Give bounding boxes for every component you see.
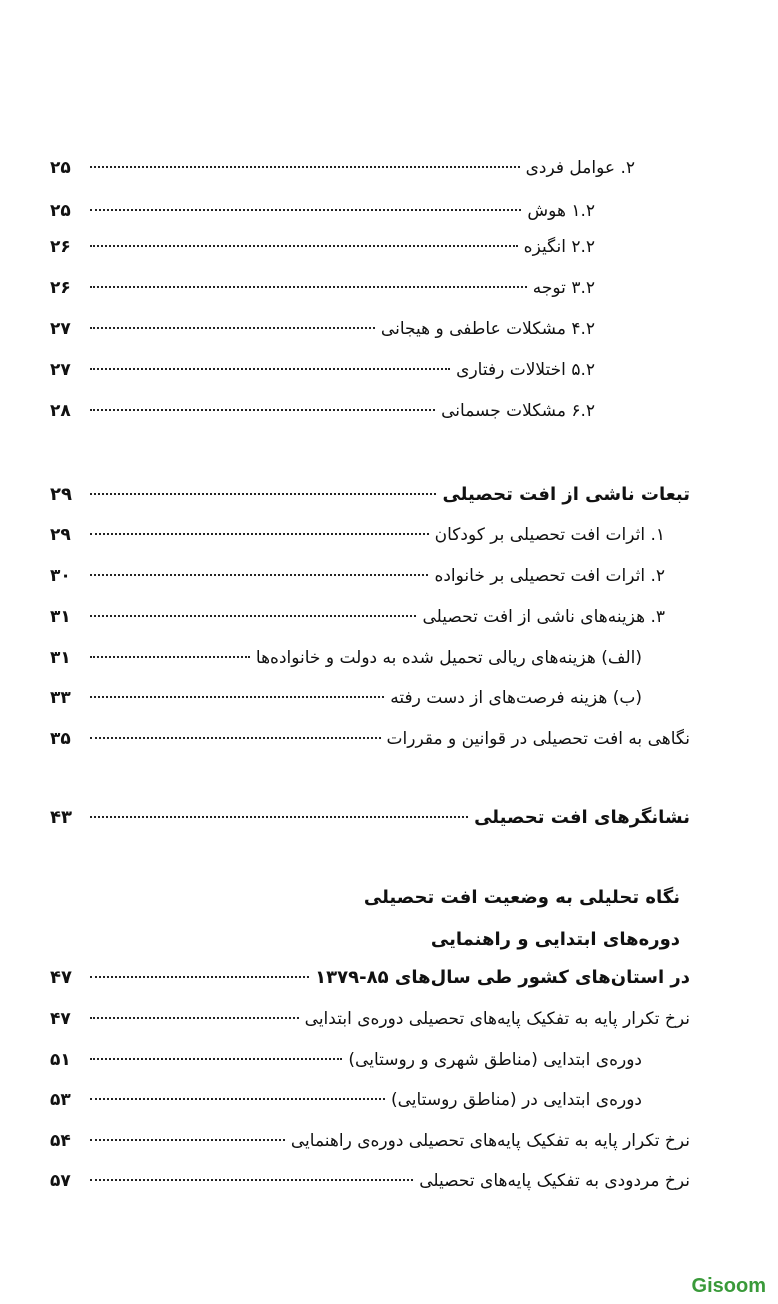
toc-entry [50,520,690,550]
toc-entry [50,561,690,591]
toc-entry [50,396,690,426]
toc-entry-label: نگاهی به افت تحصیلی در قوانین و مقررات [386,729,690,749]
toc-entry-page: ۳۱ [50,648,71,668]
toc-entry-page: ۲۸ [50,401,71,421]
toc-entry-page: ۵۴ [50,1131,71,1151]
toc-entry [50,1085,690,1115]
toc-entry [50,355,690,385]
section-heading-line: دوره‌های ابتدایی و راهنمایی [430,929,680,950]
toc-entry-label: نرخ تکرار پایه به تفکیک پایه‌های تحصیلی دوره‌ی راهنمایی [290,1131,690,1151]
toc-entry-page: ۳۵ [50,729,71,749]
toc-section-heading [50,963,690,993]
toc-entry [50,153,690,183]
toc-entry [50,724,690,754]
toc-entry [50,232,690,262]
toc-entry-label: ۲. اثرات افت تحصیلی بر خانواده [434,566,665,586]
gisoom-logo: Gisoom [691,1275,766,1297]
toc-section-heading [50,480,690,510]
toc-entry-label: ۲.۲ انگیزه [523,237,595,257]
toc-entry-label: دوره‌ی ابتدایی در (مناطق روستایی) [391,1090,642,1110]
toc-entry-page: ۲۵ [50,201,71,221]
toc-entry-page: ۲۷ [50,360,71,380]
toc-entry-label: ۳.۲ توجه [532,278,595,298]
dot-leader [90,1098,385,1100]
toc-entry-label: ۴.۲ مشکلات عاطفی و هیجانی [380,319,595,339]
dot-leader [90,696,384,698]
dot-leader [90,1017,299,1019]
toc-entry-label: نرخ تکرار پایه به تفکیک پایه‌های تحصیلی دوره‌ی ابتدایی [304,1009,690,1029]
toc-entry [50,643,690,673]
toc-entry [50,1004,690,1034]
toc-entry-page: ۴۷ [50,1009,71,1029]
toc-entry-label: ۶.۲ مشکلات جسمانی [441,401,595,421]
dot-leader [90,976,309,978]
toc-entry [50,683,690,713]
dot-leader [90,166,520,168]
toc-entry [50,196,690,226]
dot-leader [90,1058,342,1060]
dot-leader [90,737,381,739]
dot-leader [90,816,468,818]
toc-entry-label: (الف) هزینه‌های ریالی تحمیل شده به دولت و خانواده‌ها [255,648,642,668]
toc-entry [50,314,690,344]
section-heading-line: نگاه تحلیلی به وضعیت افت تحصیلی [363,887,680,908]
toc-entry-page: ۲۹ [50,484,72,505]
dot-leader [90,368,450,370]
section-heading-label: در استان‌های کشور طی سال‌های ۸۵-۱۳۷۹ [315,967,690,988]
section-heading-label: تبعات ناشی از افت تحصیلی [442,484,690,505]
toc-entry-label: ۱.۲ هوش [527,201,595,221]
toc-entry-page: ۲۷ [50,319,71,339]
toc-entry-label: ۳. هزینه‌های ناشی از افت تحصیلی [422,607,665,627]
section-heading-label: نشانگرهای افت تحصیلی [474,807,690,828]
dot-leader [90,656,250,658]
toc-entry-label: (ب) هزینه فرصت‌های از دست رفته [390,688,642,708]
toc-entry-page: ۲۶ [50,237,71,257]
dot-leader [90,493,436,495]
toc-entry-label: نرخ مردودی به تفکیک پایه‌های تحصیلی [419,1171,690,1191]
toc-entry-page: ۲۶ [50,278,71,298]
dot-leader [90,615,416,617]
dot-leader [90,327,375,329]
toc-entry [50,602,690,632]
toc-entry-page: ۳۱ [50,607,71,627]
toc-entry-label: ۱. اثرات افت تحصیلی بر کودکان [434,525,665,545]
toc-entry-page: ۳۳ [50,688,71,708]
toc-entry-label: دوره‌ی ابتدایی (مناطق شهری و روستایی) [348,1050,642,1070]
toc-entry-page: ۴۳ [50,807,72,828]
toc-entry-page: ۴۷ [50,967,72,988]
dot-leader [90,245,518,247]
dot-leader [90,574,428,576]
dot-leader [90,409,435,411]
dot-leader [90,533,429,535]
dot-leader [90,1179,413,1181]
toc-entry [50,1166,690,1196]
toc-entry-label: ۲. عوامل فردی [525,158,635,178]
toc-entry-label: ۵.۲ اختلالات رفتاری [456,360,595,380]
dot-leader [90,286,527,288]
toc-entry-page: ۵۳ [50,1090,71,1110]
toc-entry-page: ۵۱ [50,1050,71,1070]
toc-entry-page: ۲۹ [50,525,71,545]
dot-leader [90,209,521,211]
toc-entry [50,1045,690,1075]
dot-leader [90,1139,285,1141]
toc-entry [50,273,690,303]
toc-entry-page: ۵۷ [50,1171,71,1191]
toc-entry [50,1126,690,1156]
toc-section-heading [50,803,690,833]
toc-entry-page: ۳۰ [50,566,71,586]
toc-entry-page: ۲۵ [50,158,71,178]
